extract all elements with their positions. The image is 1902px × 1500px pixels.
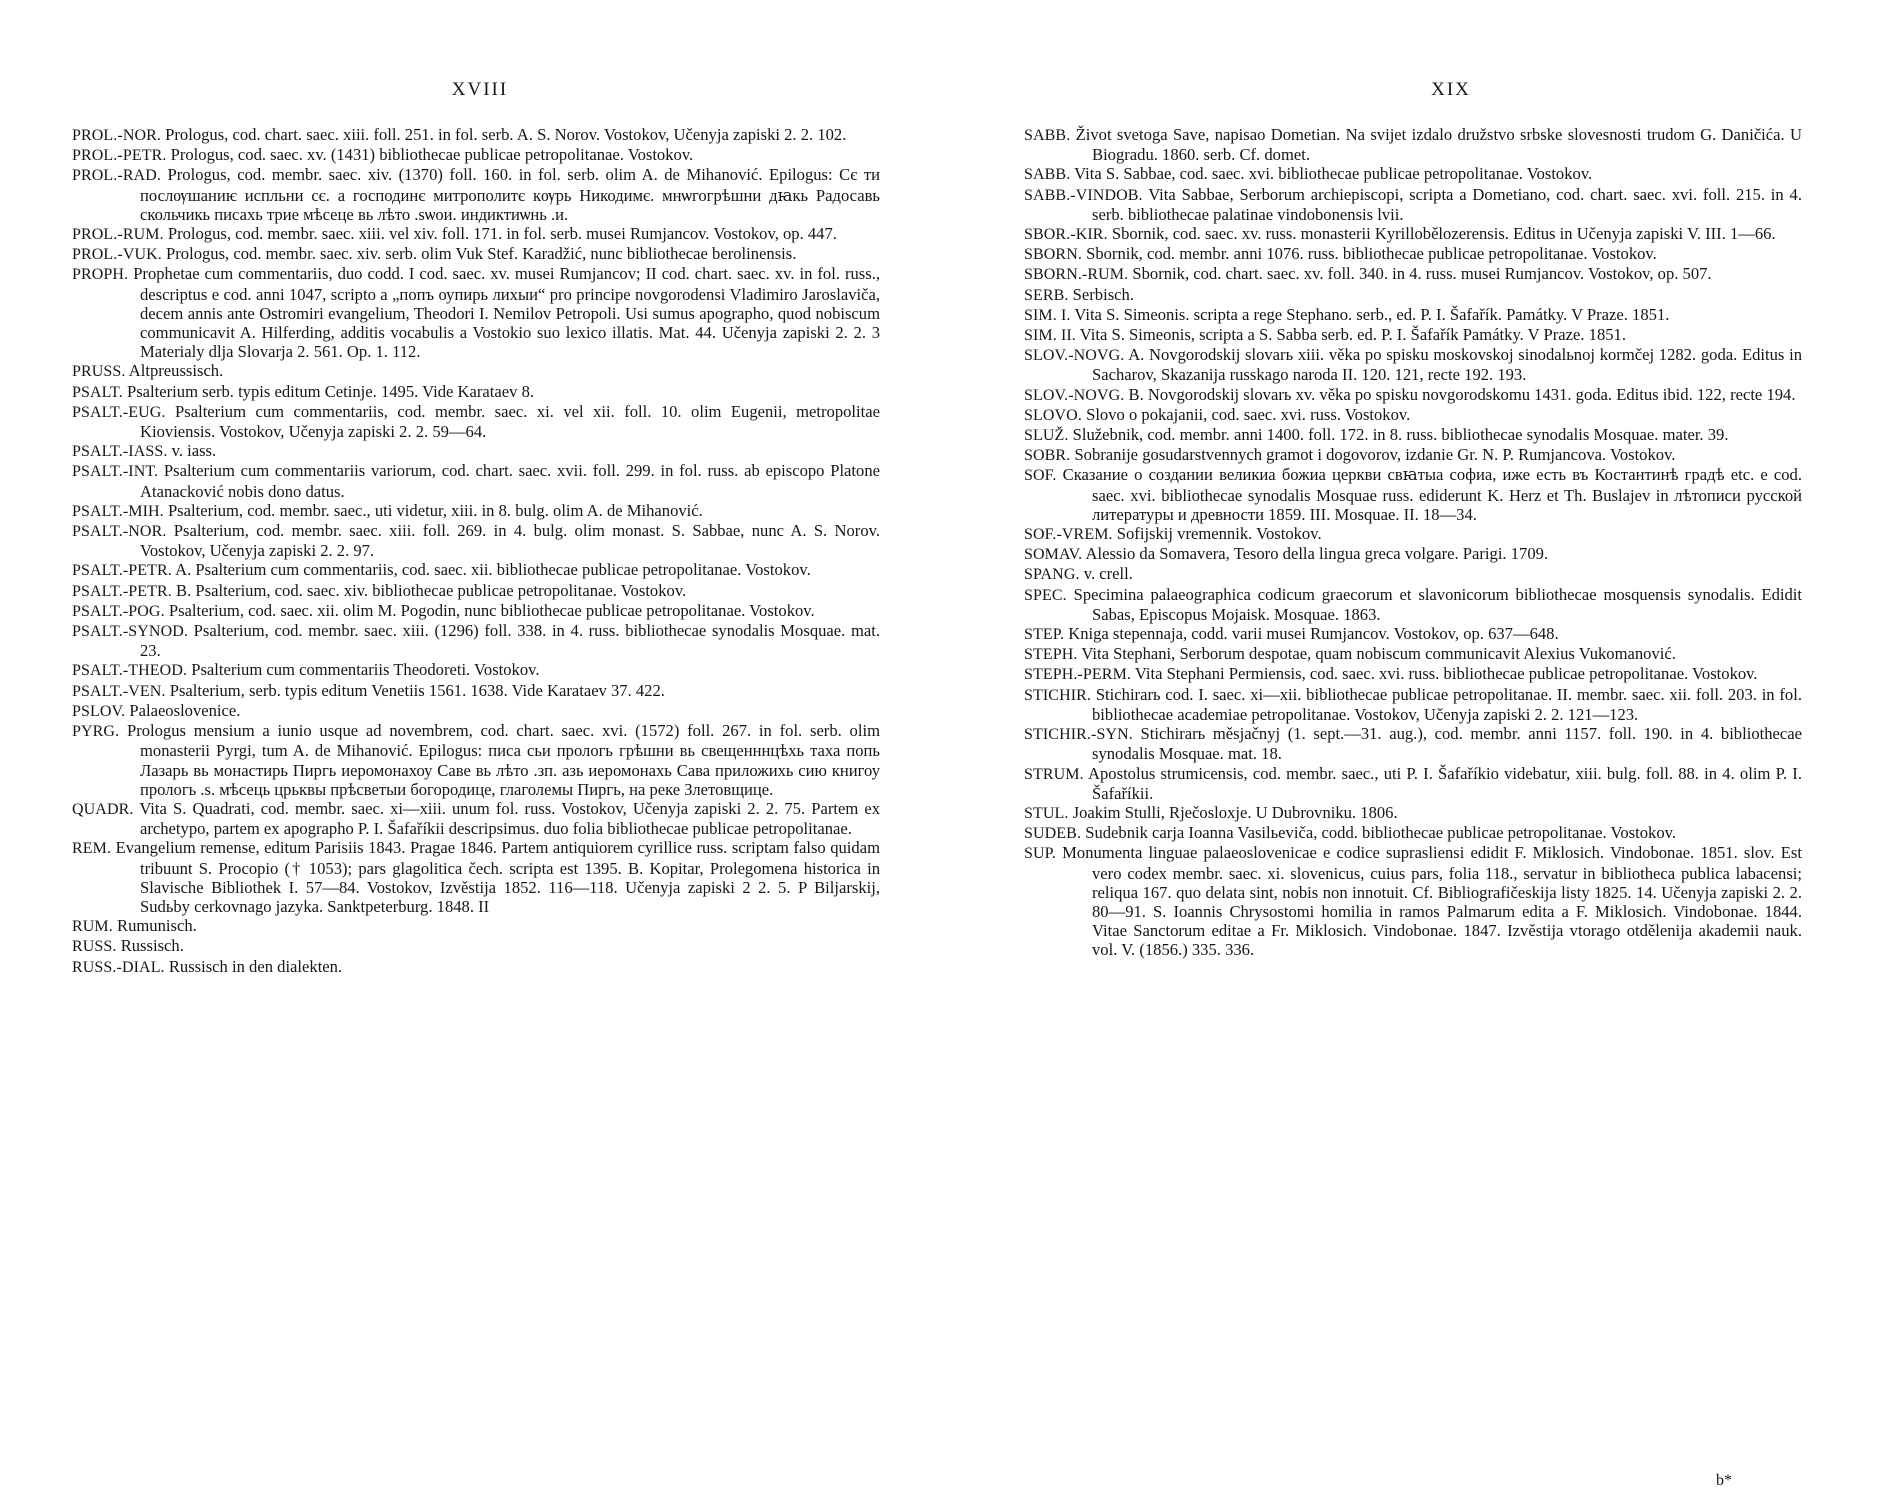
entry xyxy=(72,361,880,381)
entry xyxy=(1024,585,1802,624)
entry-text: B. Novgorodskij slovarь xv. věka po spisku novgorodskomu 1431. goda. Editus ibid. 122, recte 194. xyxy=(1128,384,1796,404)
entry-text: Specimina palaeographica codicum graecorum et slavonicorum bibliothecae mosquensis synodalis. Edidit Sabas, Episcopus Mojaisk. Mosquae. 1863. xyxy=(1073,584,1802,624)
entry-abbreviation: SIM. I. xyxy=(1024,306,1071,324)
entry xyxy=(72,701,880,721)
entry-text: Prologus, cod. membr. saec. xiv. serb. olim Vuk Stef. Karadžić, nunc bibliothecae berolinensis. xyxy=(166,244,797,264)
entry xyxy=(1024,285,1802,305)
entry-abbreviation: PROL.-PETR. xyxy=(72,147,167,165)
entry xyxy=(1024,823,1802,843)
entry xyxy=(72,957,880,977)
entry-text: Rumunisch. xyxy=(117,916,197,936)
entry xyxy=(1024,564,1802,584)
entry-abbreviation: STUL. xyxy=(1024,804,1069,822)
entry-abbreviation: PROL.-RUM. xyxy=(72,226,164,244)
entry-text: Stichirarь měsjačnyj (1. sept.—31. aug.), cod. membr. anni 1157. foll. 190. in 4. bibliothecae synodalis Mosquae. mat. 18. xyxy=(1092,724,1802,764)
entry-list-left xyxy=(72,125,880,977)
entry-text: Sofijskij vremennik. Vostokov. xyxy=(1116,524,1322,544)
entry-abbreviation: RUM. xyxy=(72,918,113,936)
entry-abbreviation: SERB. xyxy=(1024,286,1069,304)
entry-abbreviation: SBORN. xyxy=(1024,246,1082,264)
entry-text: B. Psalterium, cod. saec. xiv. bibliothecae publicae petropolitanae. Vostokov. xyxy=(176,580,687,600)
entry xyxy=(72,721,880,799)
entry xyxy=(72,402,880,441)
entry xyxy=(72,799,880,838)
entry-text: Psalterium serb. typis editum Cetinje. 1495. Vide Karataev 8. xyxy=(127,381,535,401)
entry-text: Sbornik, cod. saec. xv. russ. monasterii Kyrillobělozerensis. Editus in Učenyja zapiski V. III. 1—66. xyxy=(1111,224,1776,244)
entry xyxy=(72,264,880,361)
entry-text: Stichirarь cod. I. saec. xi—xii. bibliothecae publicae petropolitanae. II. membr. saec. xii. foll. 203. in fol. bibliothecae academiae petropolitanae. Vostokov, Učenyja zapiski 2. 2. 121—123. xyxy=(1092,684,1802,724)
entry-text: Sudebnik carja Ioanna Vasilьeviča, codd. bibliothecae publicae petropolitanae. Vostokov. xyxy=(1085,823,1677,843)
entry-abbreviation: PSALT.-SYNOD. xyxy=(72,623,188,641)
entry-text: Altpreussisch. xyxy=(128,361,224,381)
entry-text: Russisch. xyxy=(120,936,184,956)
entry-text: v. iass. xyxy=(171,441,217,461)
entry-text: Vita S. Sabbae, cod. saec. xvi. bibliothecae publicae petropolitanae. Vostokov. xyxy=(1074,164,1593,184)
entry-text: Sbornik, cod. membr. anni 1076. russ. bibliothecae publicae petropolitanae. Vostokov. xyxy=(1086,244,1657,264)
entry xyxy=(1024,224,1802,244)
entry-abbreviation: PYRG. xyxy=(72,723,120,741)
entry-abbreviation: STICHIR.-SYN. xyxy=(1024,726,1133,744)
entry xyxy=(1024,164,1802,184)
entry-text: Vita Stephani, Serborum despotae, quam nobiscum communicavit Alexius Vukomanović. xyxy=(1081,644,1676,664)
entry-text: Psalterium cum commentariis Theodoreti. Vostokov. xyxy=(191,660,540,680)
entry xyxy=(1024,644,1802,664)
entry xyxy=(72,660,880,680)
entry-abbreviation: STEP. xyxy=(1024,626,1065,644)
entry-text: A. Psalterium cum commentariis, cod. saec. xii. bibliothecae publicae petropolitanae. Vostokov. xyxy=(175,560,811,580)
entry-abbreviation: PSALT.-PETR. xyxy=(72,562,172,580)
entry-abbreviation: SOMAV. xyxy=(1024,546,1083,564)
entry-abbreviation: QUADR. xyxy=(72,800,134,818)
printer-signature-mark: b* xyxy=(1716,1472,1732,1489)
entry-text: Prophetae cum commentariis, duo codd. I cod. saec. xv. musei Rumjancov; II cod. chart. saec. xv. in fol. russ., descriptus e cod. anni 1047, scripto a „попъ оупирь лихыи“ pro principe novgorodensi Vladimiro Jaroslaviča, decem annis ante Ostromiri evangelium, Theodori I. Nemilov Petropoli. Usi sumus apographo, quod nobiscum communicavit A. Hilferding, additis vocabulis a Vostokio suo lexico illatis. Mat. 44. Učenyja zapiski 2. 2. 3 Materialy dlja Slovarja 2. 561. Op. 1. 112. xyxy=(133,264,880,362)
entry-abbreviation: SPANG. xyxy=(1024,566,1080,584)
entry-abbreviation: PSALT.-MIH. xyxy=(72,502,164,520)
entry-text: Russisch in den dialekten. xyxy=(168,956,343,976)
entry xyxy=(72,382,880,402)
entry xyxy=(1024,624,1802,644)
entry-text: Prologus, cod. chart. saec. xiii. foll. 251. in fol. serb. A. S. Norov. Vostokov, Učenyja zapiski 2. 2. 102. xyxy=(165,125,847,144)
entry-text: Psalterium, cod. saec. xii. olim M. Pogodin, nunc bibliothecae publicae petropolitanae. Vostokov. xyxy=(168,600,815,620)
entry-abbreviation: PRUSS. xyxy=(72,363,126,381)
entry-abbreviation: PSLOV. xyxy=(72,702,126,720)
entry-abbreviation: PSALT.-PETR. xyxy=(72,582,172,600)
page-number-right: XIX xyxy=(1431,79,1471,100)
entry-text: Psalterium, cod. membr. saec. xiii. foll. 269. in 4. bulg. olim monast. S. Sabbae, nunc A. S. Norov. Vostokov, Učenyja zapiski 2. 2. 97. xyxy=(140,521,880,561)
entry-abbreviation: SLUŽ. xyxy=(1024,427,1069,445)
entry-abbreviation: SABB. xyxy=(1024,166,1071,184)
entry-text: Psalterium, cod. membr. saec. xiii. (1296) foll. 338. in 4. russ. bibliothecae synodalis Mosquae. mat. 23. xyxy=(140,621,880,661)
entry xyxy=(1024,125,1802,164)
entry xyxy=(72,838,880,916)
entry-abbreviation: SABB.-VINDOB. xyxy=(1024,186,1143,204)
entry-text: Služebnik, cod. membr. anni 1400. foll. 172. in 8. russ. bibliothecae synodalis Mosquae. mater. 39. xyxy=(1072,425,1729,445)
entry-text: Slovo o pokajanii, cod. saec. xvi. russ. Vostokov. xyxy=(1086,404,1411,424)
entry-abbreviation: SLOV.-NOVG. xyxy=(1024,347,1125,365)
entry-text: Sobranije gosudarstvennych gramot i dogovorov, izdanie Gr. N. P. Rumjancova. Vostokov. xyxy=(1074,445,1676,465)
entry xyxy=(1024,345,1802,384)
entry xyxy=(72,560,880,580)
entry xyxy=(1024,244,1802,264)
entry xyxy=(72,244,880,264)
entry-text: Joakim Stulli, Rječosloxje. U Dubrovniku. 1806. xyxy=(1072,802,1398,822)
entry-text: Psalterium, serb. typis editum Venetiis 1561. 1638. Vide Karataev 37. 422. xyxy=(169,680,665,700)
entry-text: Život svetoga Save, napisao Dometian. Na svijet izdalo družstvo srbske slovesnosti trudom G. Daničića. U Biogradu. 1860. serb. Cf. domet. xyxy=(1075,125,1802,165)
entry xyxy=(72,601,880,621)
entry-text: Prologus, cod. saec. xv. (1431) bibliothecae publicae petropolitanae. Vostokov. xyxy=(170,145,694,165)
entry-abbreviation: SUDEB. xyxy=(1024,825,1082,843)
entry-abbreviation: PSALT.-VEN. xyxy=(72,682,166,700)
entry-abbreviation: SBOR.-KIR. xyxy=(1024,226,1108,244)
entry-text: Vita S. Quadrati, cod. membr. saec. xi—xiii. unum fol. russ. Vostokov, Učenyja zapiski 2. 2. 75. Partem ex archetypo, partem ex apographo P. I. Šafaříkii descripsimus. duo folia bibliothecae publicae petropolitanae. xyxy=(139,798,880,839)
entry-text: Prologus mensium a iunio usque ad novembrem, cod. chart. saec. xvi. (1572) foll. 267. in fol. serb. olim monasterii Pyrgi, tum A. de Mihanović. Epilogus: писа сьи прологь грѣшни вь свещенннцѣхь таха попь Лазарь вь монастирь Пиргь иеромонахоу Саве вь лѣто .зп. азь иеромонахь Сава приложихь сию книгоу прологь .s. мѣсець црьквы прѣсветыи богородице, глаголемы Пиргь, на реке Злетовщице. xyxy=(126,721,880,799)
entry-abbreviation: REM. xyxy=(72,840,112,858)
right-page xyxy=(951,0,1902,1500)
entry-abbreviation: PROL.-NOR. xyxy=(72,127,162,144)
entry-abbreviation: PSALT.-THEOD. xyxy=(72,662,188,680)
entry-abbreviation: RUSS.-DIAL. xyxy=(72,958,165,976)
entry xyxy=(72,681,880,701)
entry-abbreviation: RUSS. xyxy=(72,938,117,956)
entry xyxy=(72,461,880,500)
entry xyxy=(1024,524,1802,544)
entry-abbreviation: STICHIR. xyxy=(1024,686,1092,704)
entry-abbreviation: STEPH.-PERM. xyxy=(1024,666,1131,684)
entry-text: Sbornik, cod. chart. saec. xv. foll. 340. in 4. russ. musei Rumjancov. Vostokov, op. 507. xyxy=(1132,264,1712,284)
entry-abbreviation: SOBR. xyxy=(1024,447,1071,465)
page-number-left: XVIII xyxy=(451,79,509,100)
entry xyxy=(72,916,880,936)
entry-abbreviation: PROL.-VUK. xyxy=(72,246,162,264)
entry xyxy=(1024,544,1802,564)
entry xyxy=(1024,305,1802,325)
entry-abbreviation: SLOVO. xyxy=(1024,406,1082,424)
entry xyxy=(1024,664,1802,684)
entry xyxy=(1024,445,1802,465)
entry-text: Vita Sabbae, Serborum archiepiscopi, scripta a Dometiano, cod. chart. saec. xvi. foll. 215. in 4. serb. bibliothecae palatinae vindobonensis lvii. xyxy=(1092,184,1802,224)
entry-abbreviation: STEPH. xyxy=(1024,646,1078,664)
entry-text: Palaeoslovenice. xyxy=(129,700,241,720)
entry xyxy=(72,224,880,244)
entry-abbreviation: PSALT.-IASS. xyxy=(72,443,168,461)
entry xyxy=(1024,685,1802,724)
entry-text: Kniga stepennaja, codd. varii musei Rumjancov. Vostokov, op. 637—648. xyxy=(1068,624,1559,644)
entry-abbreviation: SBORN.-RUM. xyxy=(1024,266,1129,284)
entry xyxy=(72,145,880,165)
entry-text: Vita S. Simeonis. scripta a rege Stephano. serb., ed. P. I. Šafařík. Památky. V Praze. 1851. xyxy=(1074,304,1670,324)
entry-text: Psalterium, cod. membr. saec., uti videtur, xiii. in 8. bulg. olim A. de Mihanović. xyxy=(167,500,703,520)
entry-abbreviation: PROL.-RAD. xyxy=(72,167,162,185)
entry xyxy=(72,581,880,601)
entry xyxy=(72,936,880,956)
entry-text: A. Novgorodskij slovarь xiii. věka po spisku moskovskoj sinodalьnoj kormčej 1282. goda. Editus in Sacharov, Skazanija russkago naroda II. 120. 121, recte 192. 193. xyxy=(1092,345,1803,385)
entry xyxy=(1024,325,1802,345)
entry xyxy=(1024,724,1802,763)
entry xyxy=(72,621,880,660)
entry-abbreviation: PSALT.-POG. xyxy=(72,602,165,620)
entry xyxy=(1024,764,1802,803)
entry-text: Alessio da Somavera, Tesoro della lingua greca volgare. Parigi. 1709. xyxy=(1085,544,1549,564)
entry xyxy=(72,165,880,224)
entry-text: Сказание о создании великиа божиа церкви свꙗтыа софиа, иже есть въ Костантинѣ градѣ etc. e cod. saec. xvi. bibliothecae synodalis Mosquae russ. ediderunt K. Herz et Th. Buslajev in лѣтописи русской литературы и древности 1859. III. Mosquae. II. 18—34. xyxy=(1062,465,1803,524)
entry xyxy=(1024,264,1802,284)
entry-text: Psalterium cum commentariis, cod. membr. saec. xi. vel xii. foll. 10. olim Eugenii, metropolitae Kioviensis. Vostokov, Učenyja zapiski 2. 2. 59—64. xyxy=(140,401,880,442)
entry-abbreviation: SPEC. xyxy=(1024,586,1067,604)
entry-text: Prologus, cod. membr. saec. xiii. vel xiv. foll. 171. in fol. serb. musei Rumjancov. Vostokov, op. 447. xyxy=(167,224,837,244)
entry-abbreviation: PROPH. xyxy=(72,266,129,284)
entry-abbreviation: PSALT.-NOR. xyxy=(72,523,167,541)
entry-text: v. crell. xyxy=(1083,564,1133,584)
entry-abbreviation: SOF. xyxy=(1024,467,1057,485)
entry xyxy=(1024,405,1802,425)
entry-text: Vita Stephani Permiensis, cod. saec. xvi. russ. bibliothecae publicae petropolitanae. Vostokov. xyxy=(1134,664,1758,684)
entry xyxy=(72,521,880,560)
entry-abbreviation: PSALT.-INT. xyxy=(72,463,159,481)
entry-abbreviation: STRUM. xyxy=(1024,765,1084,783)
entry-text: Prologus, cod. membr. saec. xiv. (1370) foll. 160. in fol. serb. olim A. de Mihanović. Epilogus: Сє ти послѹшаниѥ испльни сє. а господинє митрополитє кѹрь Никодимє. мнѡгогрѣшни дꙗкь Радосавь скольчикь писахь трие мѣсеце вь лѣто .ѕѡои. индиктиѡнь .и. xyxy=(140,165,880,224)
entry-abbreviation: PSALT.-EUG. xyxy=(72,403,166,421)
entry-list-right xyxy=(1024,125,1802,960)
entry-text: Psalterium cum commentariis variorum, cod. chart. saec. xvii. foll. 299. in fol. russ. ab episcopo Platone Atanacković nobis dono datus. xyxy=(140,461,880,501)
entry-abbreviation: PSALT. xyxy=(72,383,123,401)
entry-text: Evangelium remense, editum Parisiis 1843. Pragae 1846. Partem antiquiorem cyrillice russ. scriptam falso quidam tribuunt S. Procopio († 1053); pars glagolitica čech. scripta est 1395. B. Kopitar, Prolegomena historica in Slavische Bibliothek I. 57—84. Vostokov, Izvěstija 1852. 116—118. Učenyja zapiski 2 2. 5. P Biljarskij, Sudьby cerkovnago jazyka. Sanktpeterburg. 1848. II xyxy=(115,838,880,916)
entry xyxy=(1024,185,1802,224)
entry-text: Serbisch. xyxy=(1072,284,1134,304)
entry-text: Monumenta linguae palaeoslovenicae e codice suprasliensi edidit F. Miklosich. Vindobonae. 1851. slov. Est vero codex membr. saec. xi. slovenicus, cuius pars, folia 118., servatur in bibliotheca publica labacensi; reliqua 167. quo delata sint, nobis non innotuit. Cf. Bibliografičeskija listy 1825. 14. Učenyja zapiski 2. 2. 80—91. S. Ioannis Chrysostomi homilia in ramos Palmarum edita a F. Miklosich. Vindobonae. 1844. Vitae Sanctorum editae a Fr. Miklosich. Vindobonae. 1847. Izvěstija vtorago otdělenija akademii nauk. vol. V. (1856.) 335. 336. xyxy=(1062,843,1802,960)
entry-abbreviation: SLOV.-NOVG. xyxy=(1024,386,1125,404)
entry xyxy=(1024,803,1802,823)
entry-abbreviation: SOF.-VREM. xyxy=(1024,526,1113,544)
entry xyxy=(1024,843,1802,959)
entry-text: Vita S. Simeonis, scripta a S. Sabba serb. ed. P. I. Šafařík Památky. V Praze. 1851. xyxy=(1079,325,1626,345)
entry-text: Apostolus strumicensis, cod. membr. saec., uti P. I. Šafaříkio videbatur, xiii. bulg. foll. 88. in 4. olim P. I. Šafaříkii. xyxy=(1088,763,1802,803)
entry-abbreviation: SUP. xyxy=(1024,845,1056,863)
entry xyxy=(72,441,880,461)
entry xyxy=(1024,425,1802,445)
entry xyxy=(1024,465,1802,524)
entry xyxy=(1024,385,1802,405)
entry-abbreviation: SABB. xyxy=(1024,127,1071,144)
entry-abbreviation: SIM. II. xyxy=(1024,327,1076,345)
entry xyxy=(72,501,880,521)
entry xyxy=(72,125,880,145)
